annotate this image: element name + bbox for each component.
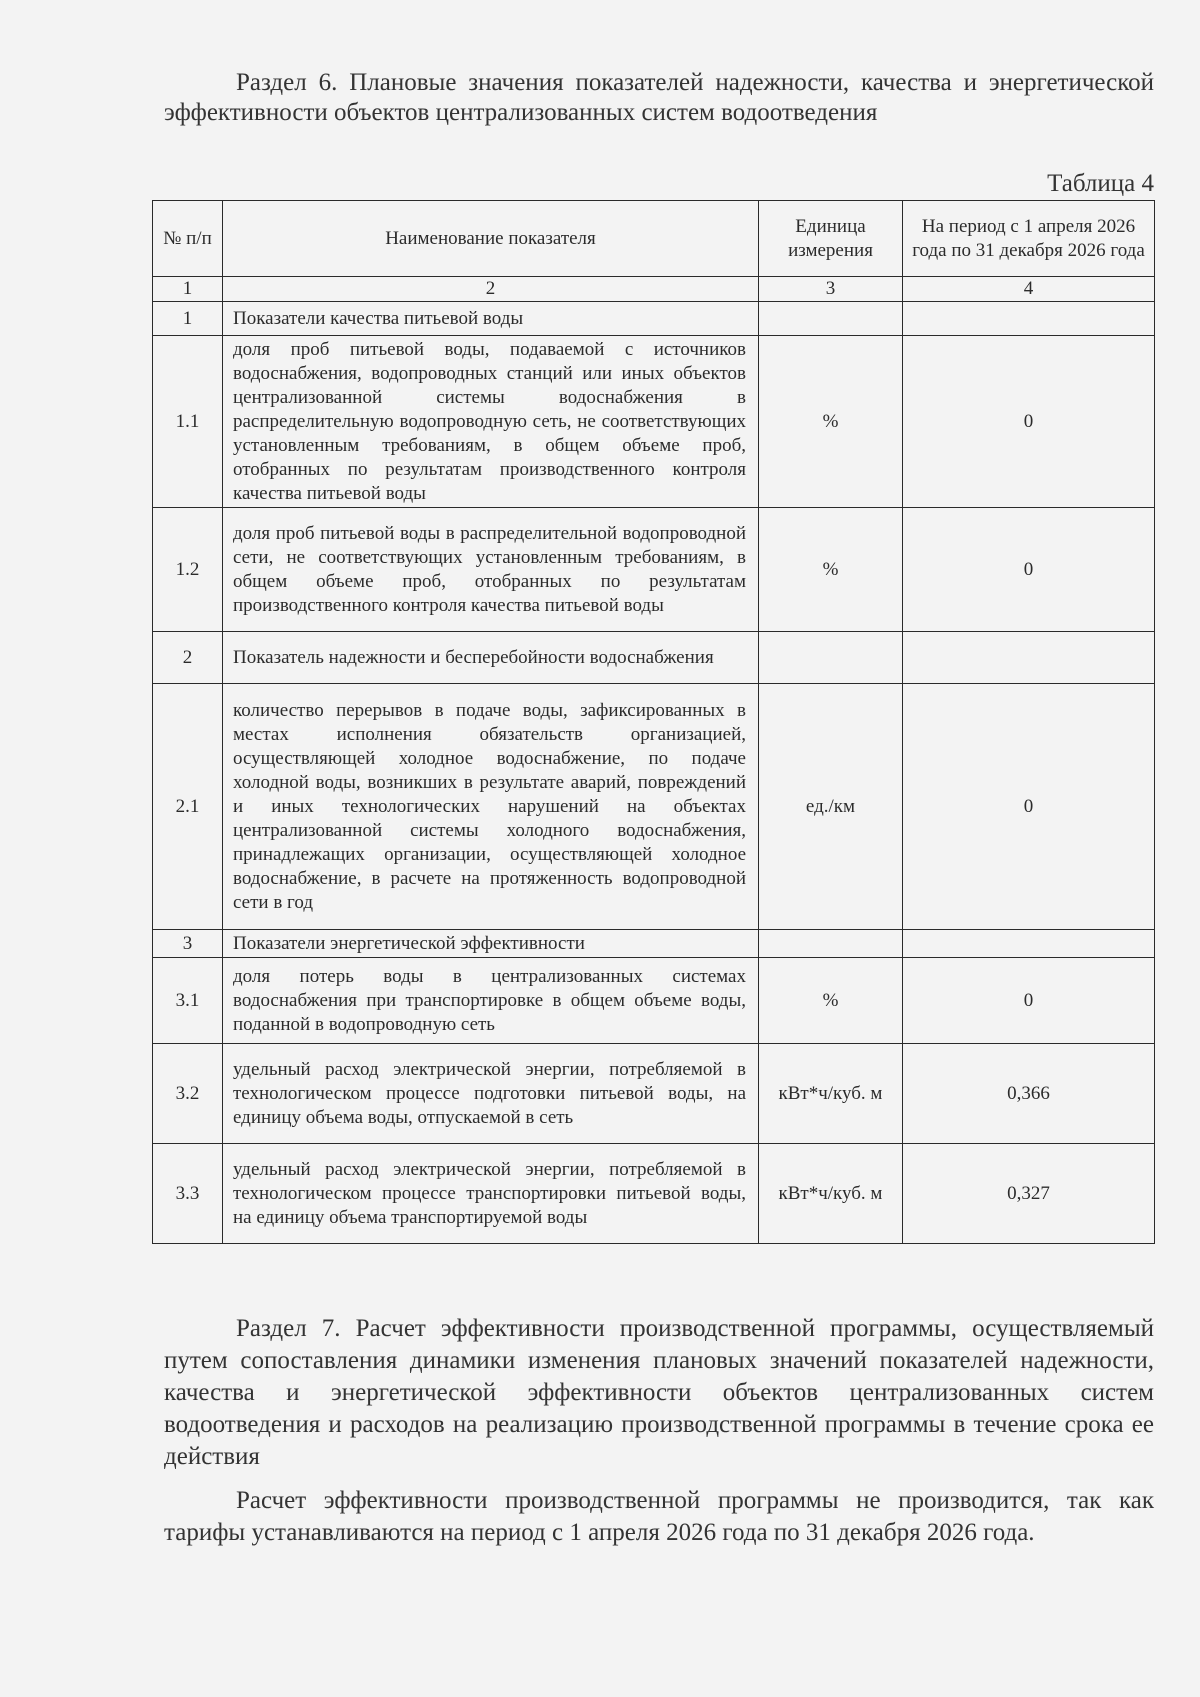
table-caption: Таблица 4	[1047, 170, 1154, 197]
row-value: 0	[903, 336, 1155, 508]
row-num: 2	[153, 632, 223, 684]
table-row	[153, 1144, 1155, 1244]
row-value: 0,327	[903, 1144, 1155, 1244]
row-value	[903, 930, 1155, 958]
table-row	[153, 1044, 1155, 1144]
table-row	[153, 930, 1155, 958]
row-name: удельный расход электрической энергии, потребляемой в технологическом процессе транспортировки питьевой воды, на единицу объема транспортируемой воды	[223, 1144, 759, 1244]
row-num: 1	[153, 302, 223, 336]
section-7-body: Расчет эффективности производственной программы не производится, так как тарифы устанавливаются на период с 1 апреля 2026 года по 31 декабря 2026 года.	[164, 1487, 1154, 1546]
section-6-title: Раздел 6. Плановые значения показателей надежности, качества и энергетической эффективности объектов централизованных систем водоотведения	[164, 69, 1154, 126]
row-num: 3	[153, 930, 223, 958]
table-row	[153, 958, 1155, 1044]
section-7	[164, 1313, 1154, 1549]
table-row	[153, 302, 1155, 336]
column-number: 2	[223, 277, 759, 302]
table-row	[153, 508, 1155, 632]
row-unit	[759, 930, 903, 958]
row-name: Показатели энергетической эффективности	[223, 930, 759, 958]
row-name: Показатели качества питьевой воды	[223, 302, 759, 336]
row-unit: кВт*ч/куб. м	[759, 1044, 903, 1144]
row-value: 0	[903, 958, 1155, 1044]
row-num: 3.2	[153, 1044, 223, 1144]
section-6-heading	[164, 68, 1154, 128]
row-num: 1.2	[153, 508, 223, 632]
column-number: 1	[153, 277, 223, 302]
row-unit: %	[759, 508, 903, 632]
table-row	[153, 684, 1155, 930]
row-num: 3.3	[153, 1144, 223, 1244]
row-value: 0,366	[903, 1044, 1155, 1144]
header-num: № п/п	[153, 201, 223, 277]
row-unit: %	[759, 336, 903, 508]
table-row	[153, 336, 1155, 508]
row-name: удельный расход электрической энергии, потребляемой в технологическом процессе подготовки питьевой воды, на единицу объема воды, отпускаемой в сеть	[223, 1044, 759, 1144]
table-row	[153, 632, 1155, 684]
row-name: количество перерывов в подаче воды, зафиксированных в местах исполнения обязательств организацией, осуществляющей холодное водоснабжение, по подаче холодной воды, возникших в результате аварий, повреждений и иных технологических нарушений на объектах централизованной системы холодного водоснабжения, принадлежащих организации, осуществляющей холодное водоснабжение, в расчете на протяженность водопроводной сети в год	[223, 684, 759, 930]
indicators-table	[152, 200, 1155, 1244]
column-number: 4	[903, 277, 1155, 302]
row-value: 0	[903, 684, 1155, 930]
row-value	[903, 302, 1155, 336]
row-value	[903, 632, 1155, 684]
section-7-title: Раздел 7. Расчет эффективности производственной программы, осуществляемый путем сопоставления динамики изменения плановых значений показателей надежности, качества и энергетической эффективности объектов централизованных систем водоотведения и расходов на реализацию производственной программы в течение срока ее действия	[164, 1315, 1154, 1470]
row-name: доля проб питьевой воды в распределительной водопроводной сети, не соответствующих установленным требованиям, в общем объеме проб, отобранных по результатам производственного контроля качества питьевой воды	[223, 508, 759, 632]
row-num: 1.1	[153, 336, 223, 508]
row-unit: кВт*ч/куб. м	[759, 1144, 903, 1244]
row-name: доля проб питьевой воды, подаваемой с источников водоснабжения, водопроводных станций или иных объектов централизованной системы водоснабжения в распределительную водопроводную сеть, не соответствующих установленным требованиям, в общем объеме проб, отобранных по результатам производственного контроля качества питьевой воды	[223, 336, 759, 508]
header-unit: Единица измерения	[759, 201, 903, 277]
row-unit	[759, 632, 903, 684]
row-name: Показатель надежности и бесперебойности водоснабжения	[223, 632, 759, 684]
row-value: 0	[903, 508, 1155, 632]
row-name: доля потерь воды в централизованных системах водоснабжения при транспортировке в общем объеме воды, поданной в водопроводную сеть	[223, 958, 759, 1044]
column-number-row	[153, 277, 1155, 302]
row-num: 2.1	[153, 684, 223, 930]
row-unit	[759, 302, 903, 336]
header-name: Наименование показателя	[223, 201, 759, 277]
header-period: На период с 1 апреля 2026 года по 31 декабря 2026 года	[903, 201, 1155, 277]
row-unit: ед./км	[759, 684, 903, 930]
row-num: 3.1	[153, 958, 223, 1044]
table-header-row	[153, 201, 1155, 277]
column-number: 3	[759, 277, 903, 302]
row-unit: %	[759, 958, 903, 1044]
